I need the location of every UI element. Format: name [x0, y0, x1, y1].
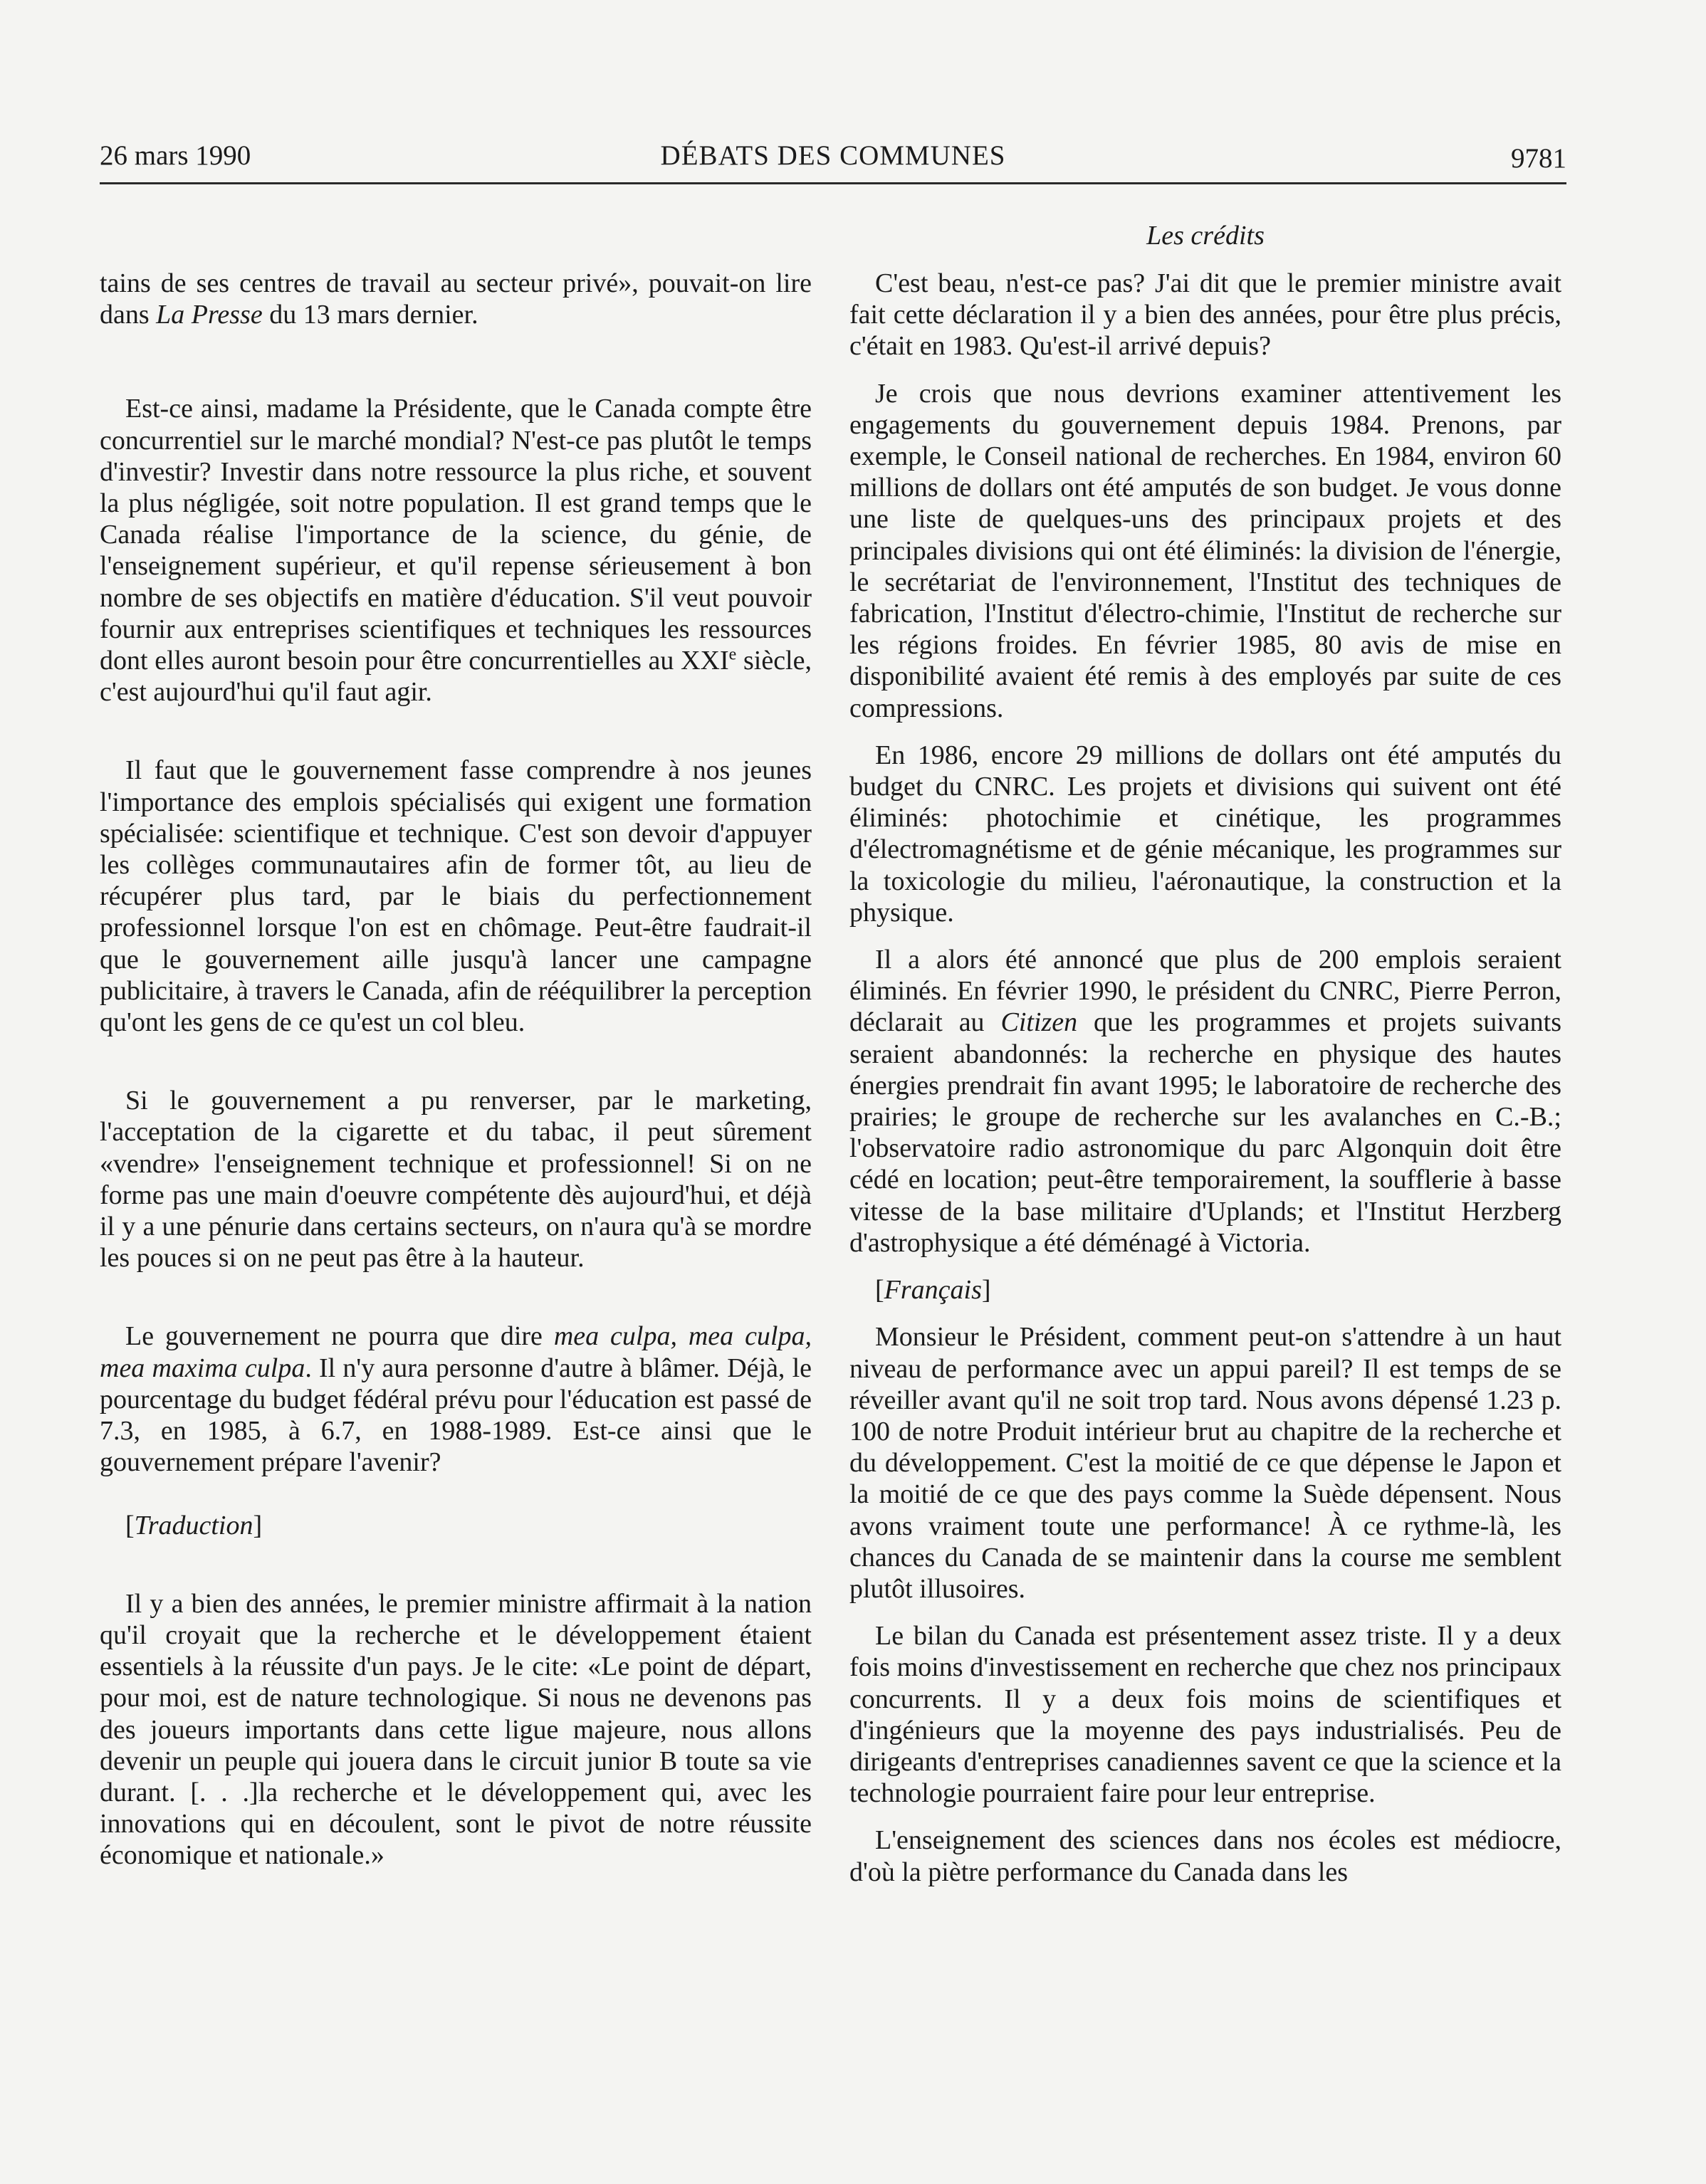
paragraph: L'enseignement des sciences dans nos écoles est médiocre, d'où la piètre performance du Canada dans les: [849, 1825, 1561, 1887]
paragraph: tains de ses centres de travail au secteur privé», pouvait-on lire dans La Presse du 13 mars dernier.: [100, 268, 812, 330]
paragraph: Le bilan du Canada est présentement assez triste. Il y a deux fois moins d'investissement en recherche que chez nos principaux concurrents. Il y a deux fois moins de scientifiques et d'ingénieurs que la moyenne des pays industrialisés. Peu de dirigeants d'entreprises canadiennes savent ce que la science et la technologie pourraient faire pour leur entreprise.: [849, 1621, 1561, 1809]
paragraph: C'est beau, n'est-ce pas? J'ai dit que le premier ministre avait fait cette déclaration il y a bien des années, pour être plus précis, c'était en 1983. Qu'est-il arrivé depuis?: [849, 268, 1561, 362]
paragraph: Il y a bien des années, le premier ministre affirmait à la nation qu'il croyait que la recherche et le développement étaient essentiels à la réussite d'un pays. Je le cite: «Le point de départ, pour moi, est de nature technologique. Si nous ne devenons pas des joueurs importants dans cette ligue majeure, nous allons devenir un peuple qui jouera dans le circuit junior B toute sa vie durant. [. . .]la recherche et le développement qui, avec les innovations qui en découlent, sont le pivot de notre réussite économique et nationale.»: [100, 1588, 812, 1871]
paragraph: Je crois que nous devrions examiner attentivement les engagements du gouvernement depuis 1984. Prenons, par exemple, le Conseil national de recherches. En 1984, environ 60 millions de dollars ont été amputés de son budget. Je vous donne une liste de quelques-uns des principaux projets et des principales divisions qui ont été éliminés: la division de l'énergie, le secrétariat de l'environnement, l'Institut des techniques de fabrication, l'Institut d'électro-chimie, l'Institut de recherche sur les régions froides. En février 1985, 80 avis de mise en disponibilité avaient été remis à des employés par suite de ces compressions.: [849, 378, 1561, 723]
header-date: 26 mars 1990: [100, 140, 251, 171]
paragraph: Il faut que le gouvernement fasse comprendre à nos jeunes l'importance des emplois spécialisés qui exigent une formation spécialisée: scientifique et technique. C'est son devoir d'appuyer les collèges communautaires afin de former tôt, au lieu de récupérer plus tard, par le biais du perfectionnement professionnel lorsque l'on est en chômage. Peut-être faudrait-il que le gouvernement aille jusqu'à lancer une campagne publicitaire, à travers le Canada, afin de rééquilibrer la perception qu'ont les gens de ce qu'est un col bleu.: [100, 755, 812, 1038]
paragraph: Est-ce ainsi, madame la Présidente, que le Canada compte être concurrentiel sur le marché mondial? N'est-ce pas plutôt le temps d'investir? Investir dans notre ressource la plus riche, et souvent la plus négligée, soit notre population. Il est grand temps que le Canada réalise l'importance de la science, du génie, de l'enseignement supérieur, et qu'il repense sérieusement à bon nombre de ses objectifs en matière d'éducation. S'il veut pouvoir fournir aux entreprises scientifiques et techniques les ressources dont elles auront besoin pour être concurrentielles au XXIe siècle, c'est aujourd'hui qu'il faut agir.: [100, 394, 812, 708]
page-header: [100, 140, 1566, 184]
section-title: Les crédits: [1146, 221, 1265, 251]
paragraph: En 1986, encore 29 millions de dollars ont été amputés du budget du CNRC. Les projets et divisions qui suivent ont été éliminés: photochimie et cinétique, les programmes d'électromagnétisme et de génie mécanique, les programmes sur la toxicologie du milieu, l'aéronautique, la construction et la physique.: [849, 740, 1561, 928]
language-tag: [Français]: [875, 1275, 991, 1306]
paragraph: Si le gouvernement a pu renverser, par le marketing, l'acceptation de la cigarette et du tabac, il peut sûrement «vendre» l'enseignement technique et professionnel! Si on ne forme pas une main d'oeuvre compétente dès aujourd'hui, et déjà il y a une pénurie dans certains secteurs, on n'aura qu'à se mordre les pouces si on ne peut pas être à la hauteur.: [100, 1086, 812, 1274]
left-column: [100, 268, 812, 1903]
header-title: DÉBATS DES COMMUNES: [660, 140, 1006, 171]
right-column: [849, 268, 1561, 1888]
page-number: 9781: [1511, 143, 1566, 174]
language-tag: [Traduction]: [125, 1510, 263, 1540]
paragraph: Il a alors été annoncé que plus de 200 emplois seraient éliminés. En février 1990, le président du CNRC, Pierre Perron, déclarait au Citizen que les programmes et projets suivants seraient abandonnés: la recherche en physique des hautes énergies prendrait fin avant 1995; le laboratoire de recherche des prairies; le groupe de recherche sur les avalanches en C.-B.; l'observatoire radio astronomique du parc Algonquin doit être cédé en location; peut-être temporairement, la soufflerie à basse vitesse de la base militaire d'Uplands; et l'Institut Herzberg d'astrophysique a été déménagé à Victoria.: [849, 945, 1561, 1258]
paragraph: Monsieur le Président, comment peut-on s'attendre à un haut niveau de performance avec un appui pareil? Il est temps de se réveiller avant qu'il ne soit trop tard. Nous avons dépensé 1.23 p. 100 de notre Produit intérieur brut au chapitre de la recherche et du développement. C'est la moitié de ce que dépense le Japon et la moitié de ce que des pays comme la Suède dépensent. Nous avons vraiment toute une performance! À ce rythme-là, les chances du Canada de se maintenir dans la course me semblent plutôt illusoires.: [849, 1322, 1561, 1604]
paragraph: Le gouvernement ne pourra que dire mea culpa, mea culpa, mea maxima culpa. Il n'y aura personne d'autre à blâmer. Déjà, le pourcentage du budget fédéral prévu pour l'éducation est passé de 7.3, en 1985, à 6.7, en 1988-1989. Est-ce ainsi que le gouvernement prépare l'avenir?: [100, 1321, 812, 1478]
